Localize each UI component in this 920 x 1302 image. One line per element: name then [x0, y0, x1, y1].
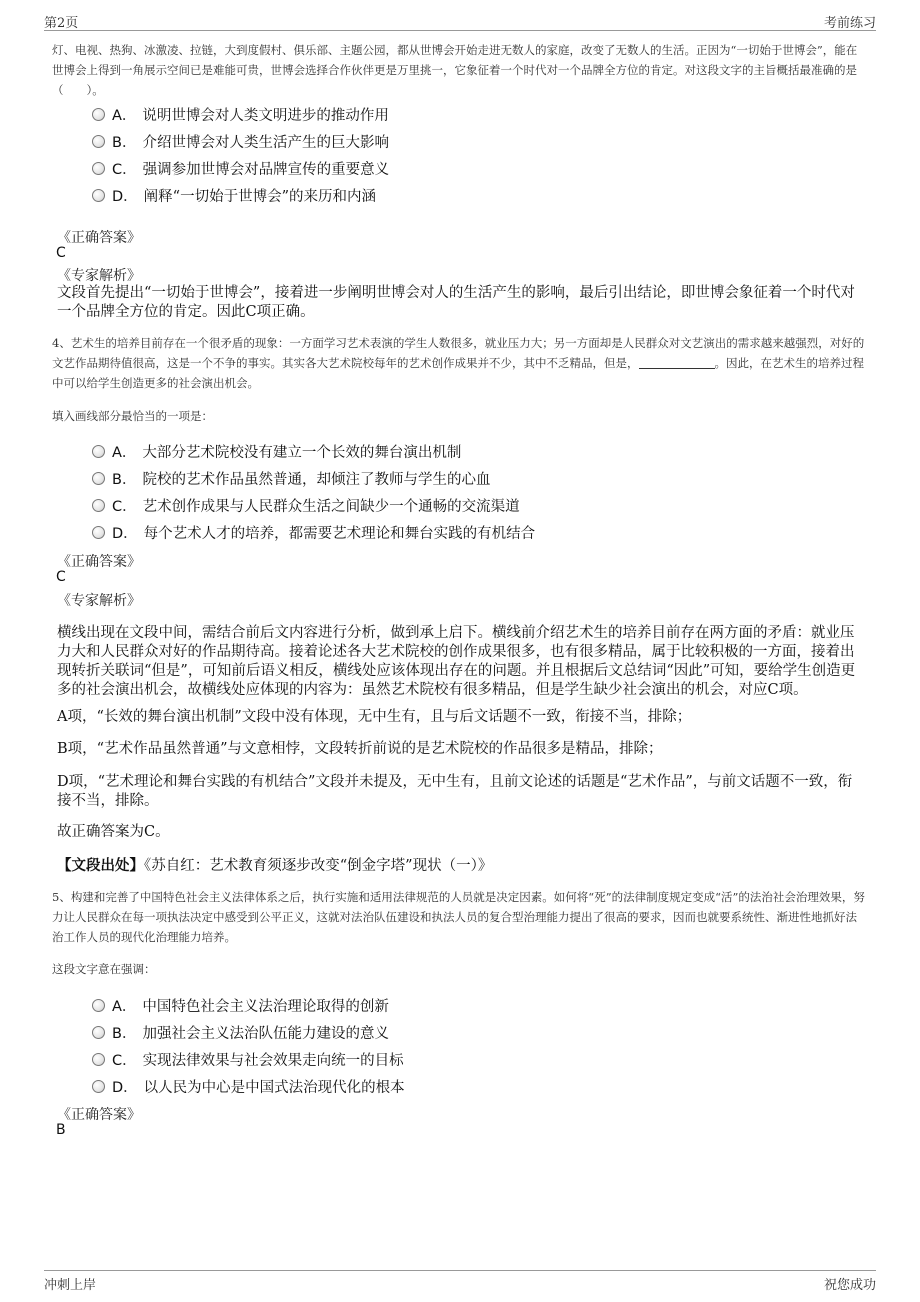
q4-analysis-label: 《专家解析》 — [57, 593, 141, 609]
radio-icon[interactable] — [92, 1080, 105, 1093]
radio-icon[interactable] — [92, 1026, 105, 1039]
radio-icon[interactable] — [92, 499, 105, 512]
q4-prompt: 填入画线部分最恰当的一项是： — [52, 409, 213, 423]
q3-analysis: 文段首先提出“一切始于世博会”，接着进一步阐明世博会对人的生活产生的影响，最后引出结论，即世博会象征着一个时代对一个品牌全方位的肯定。因此C项正确。 — [57, 285, 855, 320]
q4-option-a[interactable]: A． 大部分艺术院校没有建立一个长效的舞台演出机制 — [92, 441, 461, 462]
footer-left: 冲刺上岸 — [44, 1278, 97, 1293]
q4-source — [57, 856, 864, 876]
page-number: 第2页 — [44, 16, 79, 31]
q5-answer-label: 《正确答案》 — [57, 1107, 141, 1123]
radio-icon[interactable] — [92, 162, 105, 175]
q4-conclusion: 故正确答案为C。 — [57, 824, 170, 840]
radio-icon[interactable] — [92, 526, 105, 539]
q4-option-c[interactable]: C． 艺术创作成果与人民群众生活之间缺少一个通畅的交流渠道 — [92, 495, 520, 516]
q3-passage: 灯、电视、热狗、冰激凌、拉链，大到度假村、俱乐部、主题公园，都从世博会开始走进无数人的家庭，改变了无数人的生活。正因为“一切始于世博会”，能在世博会上得到一角展示空间已是难能可贵，世博会选择合作伙伴更是万里挑一，它象征着一个时代对一个品牌全方位的肯定。对这段文字的主旨概括最准确的是（ ）。 — [52, 43, 858, 97]
radio-icon[interactable] — [92, 472, 105, 485]
q3-option-d[interactable]: D． 阐释“一切始于世博会”的来历和内涵 — [92, 185, 376, 206]
q3-analysis-label: 《专家解析》 — [57, 268, 141, 284]
q5-answer: B — [56, 1122, 66, 1138]
q5-option-a[interactable]: A． 中国特色社会主义法治理论取得的创新 — [92, 995, 389, 1016]
q4-analysis-d: D项，“艺术理论和舞台实践的有机结合”文段并未提及，无中生有，且前文论述的话题是“艺术作品”，与前文话题不一致，衔接不当，排除。 — [57, 774, 853, 809]
radio-icon[interactable] — [92, 189, 105, 202]
q3-answer-label: 《正确答案》 — [57, 230, 141, 246]
q4-analysis-b: B项，“艺术作品虽然普通”与文意相悖，文段转折前说的是艺术院校的作品很多是精品，排除； — [57, 741, 663, 757]
q3-option-a[interactable]: A． 说明世博会对人类文明进步的推动作用 — [92, 104, 389, 125]
fill-blank — [639, 368, 715, 369]
q5-option-b[interactable]: B． 加强社会主义法治队伍能力建设的意义 — [92, 1022, 389, 1043]
q4-answer-label: 《正确答案》 — [57, 554, 141, 570]
q4-analysis-main: 横线出现在文段中间，需结合前后文内容进行分析，做到承上启下。横线前介绍艺术生的培养目前存在两方面的矛盾：就业压力大和人民群众对好的作品期待高。接着论述各大艺术院校的创作成果很多，也有很多精品，属于比较积极的一方面，接着出现转折关联词“但是”，可知前后语义相反，横线处应该体现出存在的问题。并且根据后文总结词“因此”可知，要给学生创造更多的社会演出机会，故横线处应体现的内容为：虽然艺术院校有很多精品，但是学生缺少社会演出的机会，对应C项。 — [57, 625, 856, 698]
q5-option-d[interactable]: D． 以人民为中心是中国式法治现代化的根本 — [92, 1076, 405, 1097]
q4-option-d[interactable]: D． 每个艺术人才的培养，都需要艺术理论和舞台实践的有机结合 — [92, 522, 535, 543]
radio-icon[interactable] — [92, 999, 105, 1012]
radio-icon[interactable] — [92, 1053, 105, 1066]
page-footer — [44, 1270, 876, 1297]
page-header — [44, 8, 876, 31]
radio-icon[interactable] — [92, 445, 105, 458]
q5-prompt: 这段文字意在强调： — [52, 962, 156, 976]
header-title: 考前练习 — [823, 16, 876, 31]
q3-option-c[interactable]: C． 强调参加世博会对品牌宣传的重要意义 — [92, 158, 389, 179]
q5-passage: 5、构建和完善了中国特色社会主义法律体系之后，执行实施和适用法律规范的人员就是决定因素。如何将“死”的法律制度规定变成“活”的法治社会治理效果，努力让人民群众在每一项执法决定中感受到公平正义，这就对法治队伍建设和执法人员的复合型治理能力提出了很高的要求，因而也就要系统性、渐进性地抓好法治工作人员的现代化治理能力培养。 — [52, 890, 865, 944]
q5-option-c[interactable]: C． 实现法律效果与社会效果走向统一的目标 — [92, 1049, 404, 1070]
q4-analysis-a: A项，“长效的舞台演出机制”文段中没有体现，无中生有，且与后文话题不一致，衔接不当，排除； — [57, 709, 692, 725]
radio-icon[interactable] — [92, 108, 105, 121]
source-title: 《苏自红：艺术教育须逐步改变“倒金字塔”现状（一）》 — [144, 858, 493, 874]
q4-passage: 4、艺术生的培养目前存在一个很矛盾的现象：一方面学习艺术表演的学生人数很多，就业压力大；另一方面却是人民群众对文艺演出的需求越来越强烈，对好的文艺作品期待值很高，这是一个不争的事实。其实各大艺术院校每年的艺术创作成果并不少，其中不乏精品，但是， 。因此，在艺术生的培养过程中可以给学生创造更多的社会演出机会。 — [52, 336, 865, 390]
q4-option-b[interactable]: B． 院校的艺术作品虽然普通，却倾注了教师与学生的心血 — [92, 468, 490, 489]
q4-answer: C — [56, 569, 66, 585]
q3-option-b[interactable]: B． 介绍世博会对人类生活产生的巨大影响 — [92, 131, 389, 152]
q3-answer: C — [56, 245, 66, 261]
footer-right: 祝您成功 — [823, 1278, 876, 1293]
radio-icon[interactable] — [92, 135, 105, 148]
source-label: 【文段出处】 — [57, 857, 144, 874]
